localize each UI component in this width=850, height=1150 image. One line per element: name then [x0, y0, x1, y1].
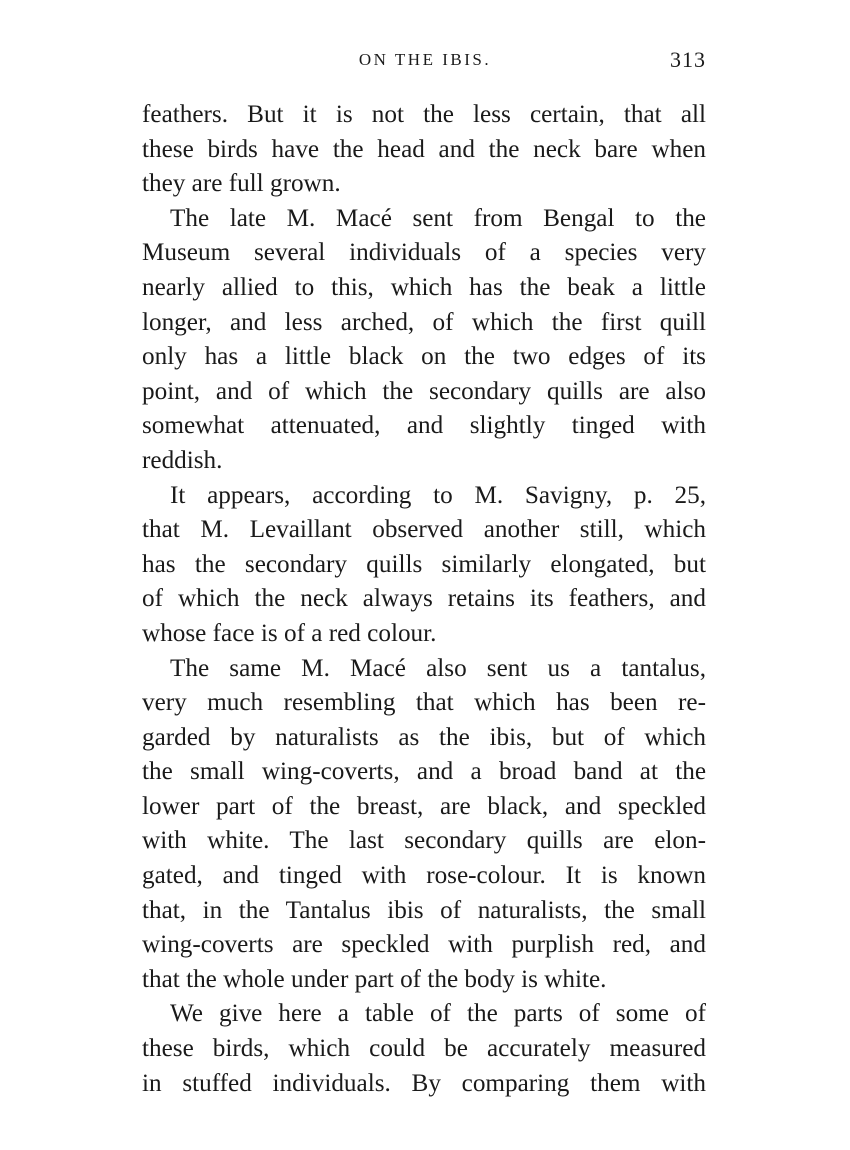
text-line: reddish. [142, 446, 223, 474]
paragraph [142, 652, 706, 998]
text-line: It appears, according to M. Savigny, p. 25, [170, 481, 706, 509]
running-head [142, 44, 708, 76]
text-line: of which the neck always retains its feathers, and [142, 585, 706, 613]
text-line: longer, and less arched, of which the first quill [142, 308, 706, 336]
text-line: that the whole under part of the body is white. [142, 965, 607, 993]
text-line: The same M. Macé also sent us a tantalus, [170, 654, 706, 682]
text-line: garded by naturalists as the ibis, but of which [142, 723, 706, 751]
text-line: feathers. But it is not the less certain, that all [142, 101, 706, 128]
text-line: that, in the Tantalus ibis of naturalists, the small [142, 896, 706, 924]
text-line: gated, and tinged with rose-colour. It is known [142, 862, 706, 890]
text-line: point, and of which the secondary quills are also [142, 377, 706, 405]
text-line: very much resembling that which has been re- [142, 689, 706, 717]
text-line: they are full grown. [142, 170, 341, 198]
text-line: these birds have the head and the neck bare when [142, 135, 706, 163]
text-line: only has a little black on the two edges of its [142, 343, 706, 371]
paragraph [142, 997, 706, 1101]
text-line: Museum several individuals of a species very [142, 239, 706, 267]
text-line: in stuffed individuals. By comparing them with [142, 1069, 706, 1097]
paragraph [142, 202, 706, 479]
text-line: somewhat attenuated, and slightly tinged with [142, 412, 706, 440]
running-title: ON THE IBIS. [358, 50, 492, 69]
text-line: The late M. Macé sent from Bengal to the [170, 204, 706, 232]
text-line: We give here a table of the parts of some of [170, 1000, 706, 1028]
text-line: lower part of the breast, are black, and speckled [142, 792, 706, 820]
text-line: these birds, which could be accurately measured [142, 1035, 706, 1063]
text-line: with white. The last secondary quills are elon- [142, 827, 706, 855]
text-line: has the secondary quills similarly elongated, but [142, 550, 706, 578]
body-text [142, 98, 706, 1101]
page-number: 313 [670, 47, 706, 72]
text-line: the small wing-coverts, and a broad band at the [142, 758, 706, 786]
text-line: wing-coverts are speckled with purplish red, and [142, 931, 706, 959]
text-line: whose face is of a red colour. [142, 619, 437, 647]
paragraph [142, 479, 706, 652]
text-line: that M. Levaillant observed another still, which [142, 516, 706, 544]
text-line: nearly allied to this, which has the beak a little [142, 273, 706, 301]
paragraph [142, 98, 706, 202]
